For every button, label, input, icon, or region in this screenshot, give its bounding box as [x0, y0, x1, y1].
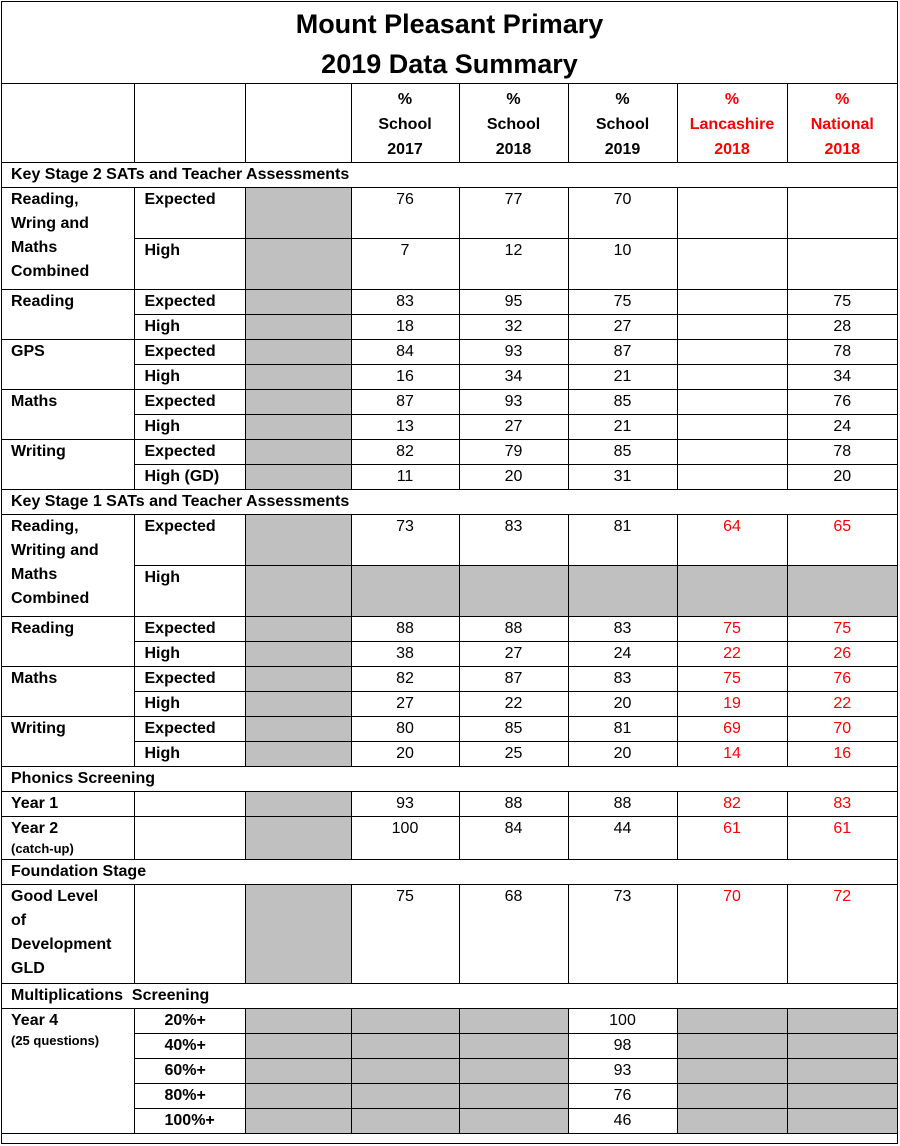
value-cell: 88	[459, 617, 568, 642]
table-row	[2, 440, 897, 465]
ks2-writing-label: Writing	[2, 440, 134, 490]
value-cell	[677, 415, 787, 440]
measure-label: High	[134, 315, 245, 340]
grey-cell	[459, 1009, 568, 1034]
value-cell: 76	[568, 1084, 677, 1109]
value-cell: 22	[787, 692, 897, 717]
table-row	[2, 642, 897, 667]
measure-label: High	[134, 566, 245, 617]
catch-up-note: (catch-up)	[11, 841, 74, 856]
table-row	[2, 717, 897, 742]
value-cell	[677, 290, 787, 315]
value-cell	[677, 315, 787, 340]
grey-cell	[245, 792, 351, 817]
grey-cell	[245, 440, 351, 465]
value-cell: 85	[459, 717, 568, 742]
value-cell	[677, 340, 787, 365]
value-cell: 21	[568, 415, 677, 440]
grey-cell	[677, 1034, 787, 1059]
grey-cell	[787, 1109, 897, 1134]
ks2-heading: Key Stage 2 SATs and Teacher Assessments	[2, 163, 897, 188]
value-cell: 75	[677, 617, 787, 642]
grey-cell	[787, 1009, 897, 1034]
grey-cell	[351, 1009, 459, 1034]
value-cell: 11	[351, 465, 459, 490]
grey-cell	[568, 566, 677, 617]
data-table	[2, 84, 897, 1134]
grey-cell	[459, 566, 568, 617]
measure-label: High	[134, 692, 245, 717]
measure-label: High	[134, 365, 245, 390]
table-row	[2, 1009, 897, 1034]
value-cell: 70	[568, 188, 677, 239]
grey-cell	[245, 566, 351, 617]
col-header-school-2018: % School 2018	[459, 84, 568, 163]
col-header-school-2017: % School 2017	[351, 84, 459, 163]
grey-cell	[677, 1084, 787, 1109]
value-cell: 88	[459, 792, 568, 817]
value-cell: 27	[459, 415, 568, 440]
value-cell: 13	[351, 415, 459, 440]
grey-cell	[245, 1009, 351, 1034]
value-cell: 82	[351, 667, 459, 692]
grey-cell	[245, 465, 351, 490]
header-blank	[134, 84, 245, 163]
multiplication-heading: Multiplications Screening	[2, 984, 897, 1009]
table-row	[2, 1084, 897, 1109]
value-cell: 82	[677, 792, 787, 817]
grey-cell	[245, 817, 351, 860]
table-row	[2, 340, 897, 365]
ks1-heading: Key Stage 1 SATs and Teacher Assessments	[2, 490, 897, 515]
grey-cell	[245, 1109, 351, 1134]
table-row	[2, 566, 897, 617]
value-cell: 61	[787, 817, 897, 860]
value-cell: 75	[568, 290, 677, 315]
section-heading-row	[2, 860, 897, 885]
value-cell: 78	[787, 440, 897, 465]
value-cell: 24	[787, 415, 897, 440]
table-row	[2, 792, 897, 817]
threshold-label: 20%+	[134, 1009, 245, 1034]
value-cell: 93	[459, 390, 568, 415]
grey-cell	[245, 390, 351, 415]
value-cell: 16	[787, 742, 897, 767]
value-cell: 69	[677, 717, 787, 742]
value-cell: 73	[568, 885, 677, 984]
value-cell: 18	[351, 315, 459, 340]
measure-label: Expected	[134, 290, 245, 315]
threshold-label: 100%+	[134, 1109, 245, 1134]
grey-cell	[245, 642, 351, 667]
grey-cell	[245, 692, 351, 717]
value-cell	[787, 188, 897, 239]
measure-label: High	[134, 415, 245, 440]
value-cell: 26	[787, 642, 897, 667]
value-cell: 81	[568, 717, 677, 742]
value-cell: 83	[459, 515, 568, 566]
value-cell: 14	[677, 742, 787, 767]
ks2-gps-label: GPS	[2, 340, 134, 390]
value-cell: 16	[351, 365, 459, 390]
phonics-year1-label: Year 1	[2, 792, 134, 817]
value-cell: 22	[459, 692, 568, 717]
value-cell: 75	[677, 667, 787, 692]
value-cell: 84	[459, 817, 568, 860]
value-cell	[677, 239, 787, 290]
title-line-1: Mount Pleasant Primary	[295, 9, 604, 39]
value-cell: 7	[351, 239, 459, 290]
table-row	[2, 290, 897, 315]
table-row	[2, 1034, 897, 1059]
value-cell: 32	[459, 315, 568, 340]
value-cell: 98	[568, 1034, 677, 1059]
grey-cell	[245, 1084, 351, 1109]
grey-cell	[245, 617, 351, 642]
value-cell: 83	[351, 290, 459, 315]
grey-cell	[245, 415, 351, 440]
value-cell: 21	[568, 365, 677, 390]
value-cell: 27	[351, 692, 459, 717]
value-cell: 100	[351, 817, 459, 860]
grey-cell	[245, 290, 351, 315]
value-cell	[677, 440, 787, 465]
table-row	[2, 667, 897, 692]
value-cell: 87	[351, 390, 459, 415]
value-cell: 95	[459, 290, 568, 315]
value-cell: 38	[351, 642, 459, 667]
grey-cell	[245, 340, 351, 365]
value-cell: 88	[568, 792, 677, 817]
grey-cell	[787, 1059, 897, 1084]
grey-cell	[459, 1034, 568, 1059]
value-cell: 100	[568, 1009, 677, 1034]
grey-cell	[245, 667, 351, 692]
value-cell: 27	[568, 315, 677, 340]
ks1-reading-label: Reading	[2, 617, 134, 667]
table-row	[2, 1109, 897, 1134]
grey-cell	[459, 1059, 568, 1084]
measure-label: Expected	[134, 440, 245, 465]
grey-cell	[787, 1084, 897, 1109]
grey-cell	[245, 742, 351, 767]
measure-label: Expected	[134, 667, 245, 692]
value-cell	[677, 188, 787, 239]
value-cell: 20	[568, 742, 677, 767]
value-cell: 73	[351, 515, 459, 566]
value-cell: 34	[787, 365, 897, 390]
value-cell: 76	[351, 188, 459, 239]
threshold-label: 80%+	[134, 1084, 245, 1109]
measure-label: Expected	[134, 717, 245, 742]
section-heading-row	[2, 984, 897, 1009]
value-cell: 75	[787, 290, 897, 315]
grey-cell	[245, 1034, 351, 1059]
measure-label: High	[134, 742, 245, 767]
value-cell: 20	[568, 692, 677, 717]
value-cell: 83	[568, 667, 677, 692]
value-cell: 44	[568, 817, 677, 860]
grey-cell	[245, 1059, 351, 1084]
measure-label: High	[134, 239, 245, 290]
value-cell: 75	[351, 885, 459, 984]
value-cell: 65	[787, 515, 897, 566]
value-cell: 28	[787, 315, 897, 340]
measure-label: Expected	[134, 515, 245, 566]
table-row	[2, 515, 897, 566]
value-cell: 72	[787, 885, 897, 984]
value-cell: 20	[351, 742, 459, 767]
col-header-national-2018: % National 2018	[787, 84, 897, 163]
table-row	[2, 239, 897, 290]
section-heading-row	[2, 490, 897, 515]
table-row	[2, 188, 897, 239]
value-cell: 19	[677, 692, 787, 717]
measure-label: High	[134, 642, 245, 667]
value-cell: 78	[787, 340, 897, 365]
table-row	[2, 617, 897, 642]
value-cell: 70	[677, 885, 787, 984]
blank-cell	[134, 792, 245, 817]
value-cell: 83	[568, 617, 677, 642]
value-cell: 88	[351, 617, 459, 642]
grey-cell	[351, 1084, 459, 1109]
value-cell: 87	[459, 667, 568, 692]
grey-cell	[245, 239, 351, 290]
grey-cell	[787, 566, 897, 617]
value-cell: 75	[787, 617, 897, 642]
value-cell: 27	[459, 642, 568, 667]
grey-cell	[677, 1059, 787, 1084]
value-cell: 85	[568, 390, 677, 415]
ks2-reading-label: Reading	[2, 290, 134, 340]
measure-label: Expected	[134, 188, 245, 239]
table-row	[2, 415, 897, 440]
ks1-writing-label: Writing	[2, 717, 134, 767]
phonics-year2-label: Year 2 (catch-up)	[2, 817, 134, 860]
value-cell: 80	[351, 717, 459, 742]
value-cell: 20	[459, 465, 568, 490]
value-cell: 93	[351, 792, 459, 817]
value-cell	[677, 465, 787, 490]
grey-cell	[245, 315, 351, 340]
ks2-maths-label: Maths	[2, 390, 134, 440]
table-row	[2, 692, 897, 717]
value-cell: 24	[568, 642, 677, 667]
value-cell: 10	[568, 239, 677, 290]
value-cell: 25	[459, 742, 568, 767]
value-cell	[677, 365, 787, 390]
measure-label: Expected	[134, 390, 245, 415]
phonics-heading: Phonics Screening	[2, 767, 897, 792]
grey-cell	[245, 365, 351, 390]
grey-cell	[677, 566, 787, 617]
measure-label: High (GD)	[134, 465, 245, 490]
measure-label: Expected	[134, 340, 245, 365]
value-cell: 84	[351, 340, 459, 365]
value-cell: 76	[787, 667, 897, 692]
grey-cell	[351, 1109, 459, 1134]
value-cell: 87	[568, 340, 677, 365]
title-block	[2, 2, 897, 84]
value-cell: 34	[459, 365, 568, 390]
grey-cell	[677, 1009, 787, 1034]
value-cell: 61	[677, 817, 787, 860]
value-cell: 31	[568, 465, 677, 490]
section-heading-row	[2, 163, 897, 188]
grey-cell	[787, 1034, 897, 1059]
ks1-rwm-label: Reading, Writing and Maths Combined	[2, 515, 134, 617]
header-row	[2, 84, 897, 163]
value-cell: 85	[568, 440, 677, 465]
table-row	[2, 315, 897, 340]
table-row	[2, 817, 897, 860]
grey-cell	[459, 1084, 568, 1109]
ks2-rwm-label: Reading, Wring and Maths Combined	[2, 188, 134, 290]
value-cell: 12	[459, 239, 568, 290]
grey-cell	[459, 1109, 568, 1134]
blank-cell	[134, 885, 245, 984]
value-cell: 81	[568, 515, 677, 566]
blank-cell	[134, 817, 245, 860]
value-cell: 83	[787, 792, 897, 817]
header-blank	[245, 84, 351, 163]
value-cell: 22	[677, 642, 787, 667]
grey-cell	[351, 1034, 459, 1059]
grey-cell	[245, 515, 351, 566]
data-summary-sheet	[1, 1, 898, 1144]
value-cell: 93	[459, 340, 568, 365]
questions-note: (25 questions)	[11, 1033, 100, 1048]
value-cell: 79	[459, 440, 568, 465]
table-row	[2, 365, 897, 390]
year4-label: Year 4 (25 questions)	[2, 1009, 134, 1134]
ks1-maths-label: Maths	[2, 667, 134, 717]
threshold-label: 40%+	[134, 1034, 245, 1059]
col-header-school-2019: % School 2019	[568, 84, 677, 163]
table-row	[2, 885, 897, 984]
col-header-lancashire-2018: % Lancashire 2018	[677, 84, 787, 163]
value-cell	[677, 390, 787, 415]
section-heading-row	[2, 767, 897, 792]
value-cell: 76	[787, 390, 897, 415]
grey-cell	[245, 188, 351, 239]
threshold-label: 60%+	[134, 1059, 245, 1084]
value-cell: 77	[459, 188, 568, 239]
grey-cell	[351, 566, 459, 617]
value-cell	[787, 239, 897, 290]
grey-cell	[245, 717, 351, 742]
title-line-2: 2019 Data Summary	[321, 49, 578, 79]
value-cell: 64	[677, 515, 787, 566]
value-cell: 93	[568, 1059, 677, 1084]
value-cell: 82	[351, 440, 459, 465]
table-row	[2, 390, 897, 415]
value-cell: 68	[459, 885, 568, 984]
measure-label: Expected	[134, 617, 245, 642]
grey-cell	[677, 1109, 787, 1134]
value-cell: 46	[568, 1109, 677, 1134]
table-row	[2, 1059, 897, 1084]
grey-cell	[351, 1059, 459, 1084]
header-blank	[2, 84, 134, 163]
grey-cell	[245, 885, 351, 984]
foundation-heading: Foundation Stage	[2, 860, 897, 885]
table-row	[2, 742, 897, 767]
gld-label: Good Level of Development GLD	[2, 885, 134, 984]
table-row	[2, 465, 897, 490]
value-cell: 20	[787, 465, 897, 490]
value-cell: 70	[787, 717, 897, 742]
